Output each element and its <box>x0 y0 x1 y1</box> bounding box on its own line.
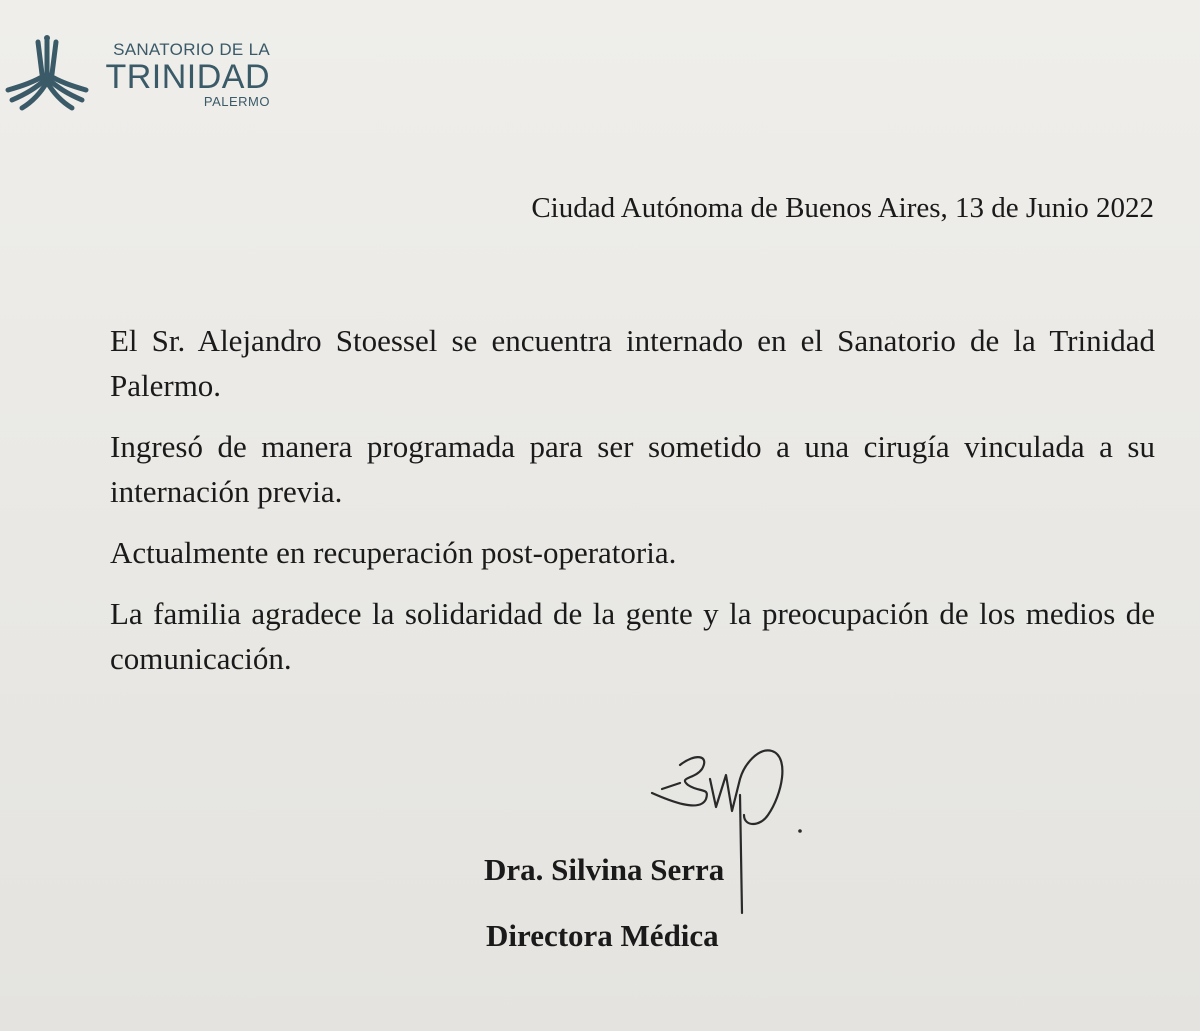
sanatorio-logo <box>4 34 284 124</box>
handwritten-signature <box>640 735 810 915</box>
logo-line-trinidad: TRINIDAD <box>105 58 270 96</box>
signer-title: Directora Médica <box>486 918 719 953</box>
logo-line-sanatorio: SANATORIO DE LA <box>113 40 270 59</box>
signer-name: Dra. Silvina Serra <box>484 852 725 887</box>
paragraph-internment: El Sr. Alejandro Stoessel se encuentra internado en el Sanatorio de la Trinidad Palermo. <box>110 323 1155 403</box>
sanatorio-logo-emblem-icon <box>4 34 90 114</box>
letter-body <box>110 318 1155 697</box>
paragraph-thanks: La familia agradece la solidaridad de la gente y la preocupación de los medios de comunicación. <box>110 596 1155 676</box>
date-line: Ciudad Autónoma de Buenos Aires, 13 de Junio 2022 <box>531 192 1154 224</box>
paragraph-surgery: Ingresó de manera programada para ser sometido a una cirugía vinculada a su internación previa. <box>110 429 1155 509</box>
logo-line-palermo: PALERMO <box>203 94 270 109</box>
paragraph-recovery: Actualmente en recuperación post-operatoria. <box>110 535 677 570</box>
sanatorio-logo-text <box>98 40 270 109</box>
